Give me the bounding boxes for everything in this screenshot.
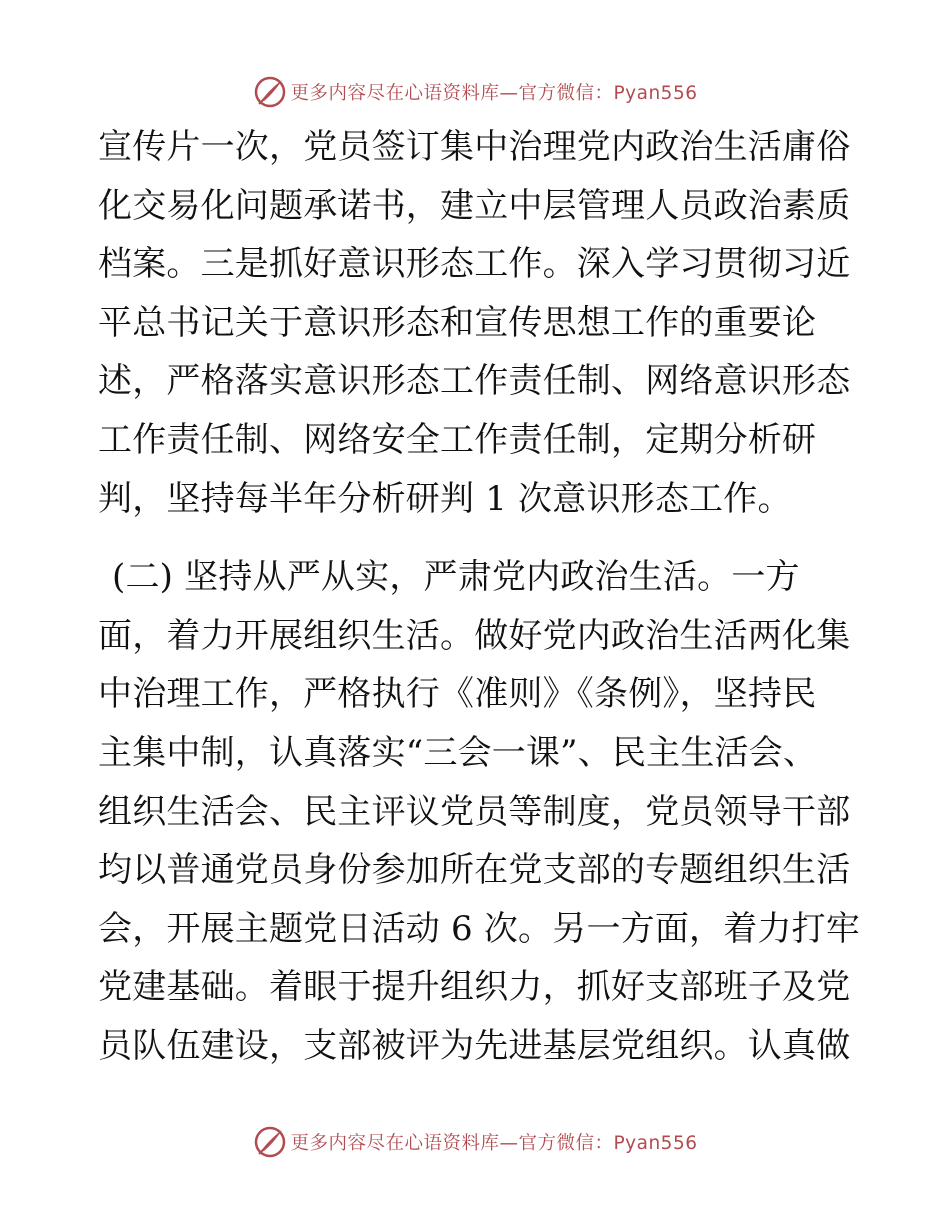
- text-line: 宣传片一次，党员签订集中治理党内政治生活庸俗: [98, 127, 851, 167]
- watermark-text: 更多内容尽在心语资料库—官方微信：Pyan556: [290, 83, 698, 104]
- text-line: 档案。三是抓好意识形态工作。深入学习贯彻习近: [98, 244, 851, 285]
- text-line: 平总书记关于意识形态和宣传思想工作的重要论: [98, 302, 817, 343]
- text-line: 化交易化问题承诺书，建立中层管理人员政治素质: [98, 185, 851, 226]
- text-line: 判，坚持每半年分析研判 1 次意识形态工作。: [98, 478, 792, 519]
- text-line: 主集中制，认真落实“三会一课”、民主生活会、: [98, 732, 818, 773]
- text-line: 组织生活会、民主评议党员等制度，党员领导干部: [98, 791, 851, 832]
- paragraph-1: [98, 118, 858, 528]
- text-line: 面，着力开展组织生活。做好党内政治生活两化集: [98, 615, 851, 656]
- quill-logo-icon: [253, 1125, 287, 1159]
- text-line: 工作责任制、网络安全工作责任制，定期分析研: [98, 419, 817, 460]
- watermark-text: 更多内容尽在心语资料库—官方微信：Pyan556: [290, 1133, 698, 1154]
- paragraph-spacing: [98, 528, 858, 548]
- header-watermark: [0, 72, 950, 112]
- text-line: 中治理工作，严格执行《准则》《条例》，坚持民: [98, 674, 817, 715]
- quill-logo-icon: [253, 75, 287, 109]
- text-line: 党建基础。着眼于提升组织力，抓好支部班子及党: [98, 967, 851, 1008]
- paragraph-2: [98, 548, 861, 1075]
- text-line: 述，严格落实意识形态工作责任制、网络意识形态: [98, 361, 851, 402]
- footer-watermark: [0, 1122, 950, 1162]
- document-body: [98, 118, 861, 1076]
- text-line: 均以普通党员身份参加所在党支部的专题组织生活: [98, 850, 851, 891]
- text-line: 员队伍建设，支部被评为先进基层党组织。认真做: [98, 1025, 851, 1066]
- section-heading-line: (二) 坚持从严从实，严肃党内政治生活。一方: [112, 557, 800, 598]
- text-line: 会，开展主题党日活动 6 次。另一方面，着力打牢: [98, 908, 861, 949]
